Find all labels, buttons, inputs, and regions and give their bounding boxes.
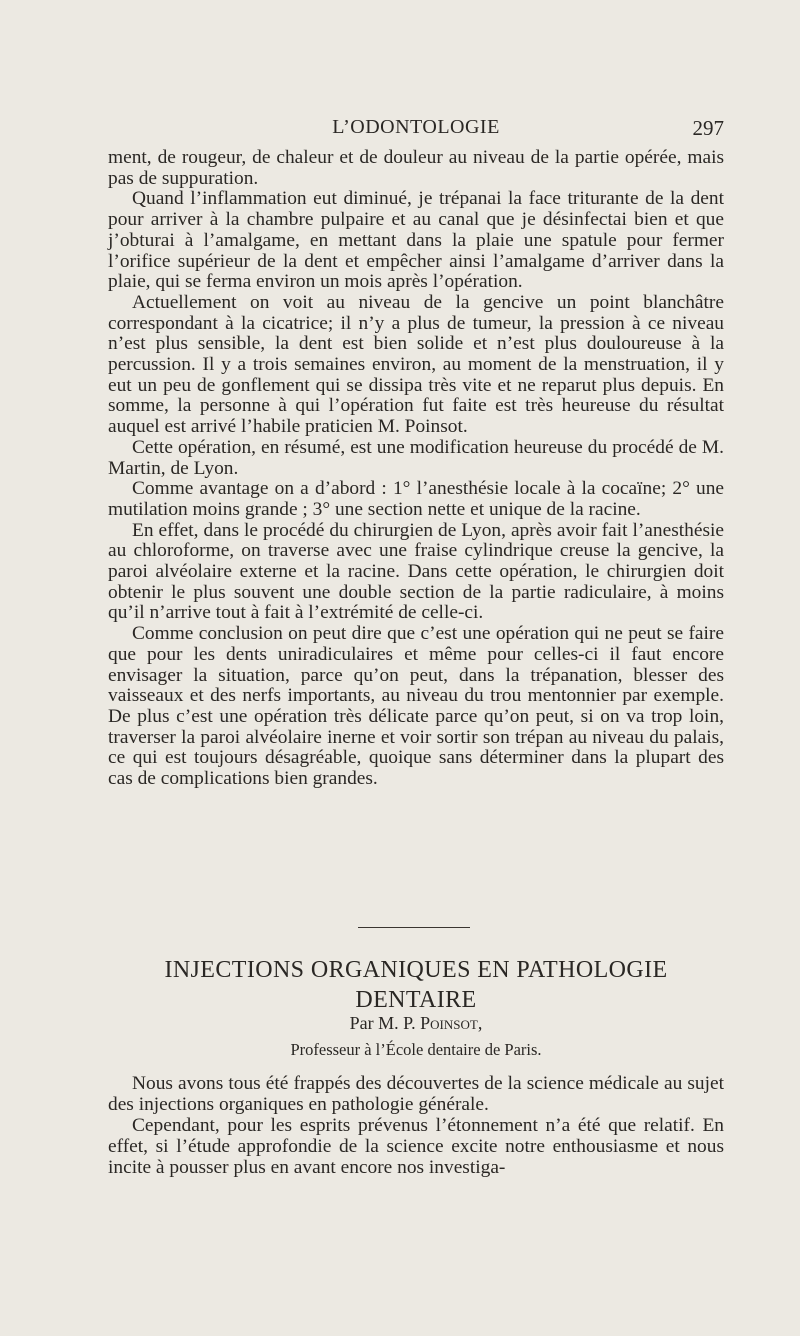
byline-prefix: Par M. P. (349, 1013, 421, 1033)
running-header (108, 116, 724, 142)
paragraph: Quand l’inflammation eut diminué, je trépanai la face triturante de la dent pour arriver à la chambre pulpaire et au canal que je désinfectai bien et que j’obturai à l’amalgame, en mettant dans la plaie une spatule pour fermer l’orifice supérieur de la dent et empêcher ainsi l’amalgame d’arriver dans la plaie, qui se ferma environ un mois après l’opération. (108, 188, 724, 293)
paragraph: Actuellement on voit au niveau de la gencive un point blanchâtre correspondant à la cicatrice; il n’y a plus de tumeur, la pression à ce niveau n’est plus sensible, la dent est bien solide et n’est plus douloureuse à la percussion. Il y a trois semaines environ, au moment de la menstruation, il y eut un peu de gonflement qui se dissipa très vite et ne reparut plus depuis. En somme, la personne à qui l’opération fut faite est très heureuse du résultat auquel est arrivé l’habile praticien M. Poinsot. (108, 291, 724, 438)
paragraph: En effet, dans le procédé du chirurgien de Lyon, après avoir fait l’anesthésie au chloroforme, on traverse avec une fraise cylindrique creuse la gencive, la paroi alvéolaire externe et la racine. Dans cette opération, le chirurgien doit obtenir le plus souvent une double section de la partie radiculaire, à moins qu’il n’arrive tout à fait à l’extrémité de celle-ci. (108, 519, 724, 624)
paragraph: Cependant, pour les esprits prévenus l’étonnement n’a été que relatif. En effet, si l’étude approfondie de la science excite notre enthousiasme et nous incite à pousser plus en avant encore nos investiga- (108, 1114, 724, 1178)
paragraph: ment, de rougeur, de chaleur et de douleur au niveau de la partie opérée, mais pas de suppuration. (108, 147, 724, 189)
paragraph: Nous avons tous été frappés des découvertes de la science médicale au sujet des injections organiques en pathologie générale. (108, 1073, 724, 1115)
article-text (108, 1074, 724, 1179)
continued-text (108, 148, 724, 790)
author-affiliation: Professeur à l’École dentaire de Paris. (290, 1040, 542, 1059)
author-name: Poinsot, (420, 1013, 483, 1033)
paragraph: Cette opération, en résumé, est une modification heureuse du procédé de M. Martin, de Lyon. (108, 436, 724, 479)
running-title: L’ODONTOLOGIE (332, 116, 500, 138)
article-title: INJECTIONS ORGANIQUES EN PATHOLOGIE DENTAIRE (164, 957, 668, 1013)
section-divider (358, 927, 470, 928)
paragraph: Comme conclusion on peut dire que c’est une opération qui ne peut se faire que pour les dents uniradiculaires et même pour celles-ci il faut encore envisager la situation, parce qu’on peut, dans la trépanation, blesser des vaisseaux et des nerfs importants, au niveau du trou mentonnier par exemple. De plus c’est une opération très délicate parce qu’on peut, si on va trop loin, traverser la paroi alvéolaire inerne et voir sortir son trépan au niveau du palais, ce qui est toujours désagréable, quoique sans déterminer dans la plupart des cas de complications bien grandes. (108, 623, 724, 790)
article-byline (108, 1013, 724, 1034)
paragraph: Comme avantage on a d’abord : 1° l’anesthésie locale à la cocaïne; 2° une mutilation moins grande ; 3° une section nette et unique de la racine. (108, 478, 724, 520)
page-number: 297 (692, 116, 724, 140)
